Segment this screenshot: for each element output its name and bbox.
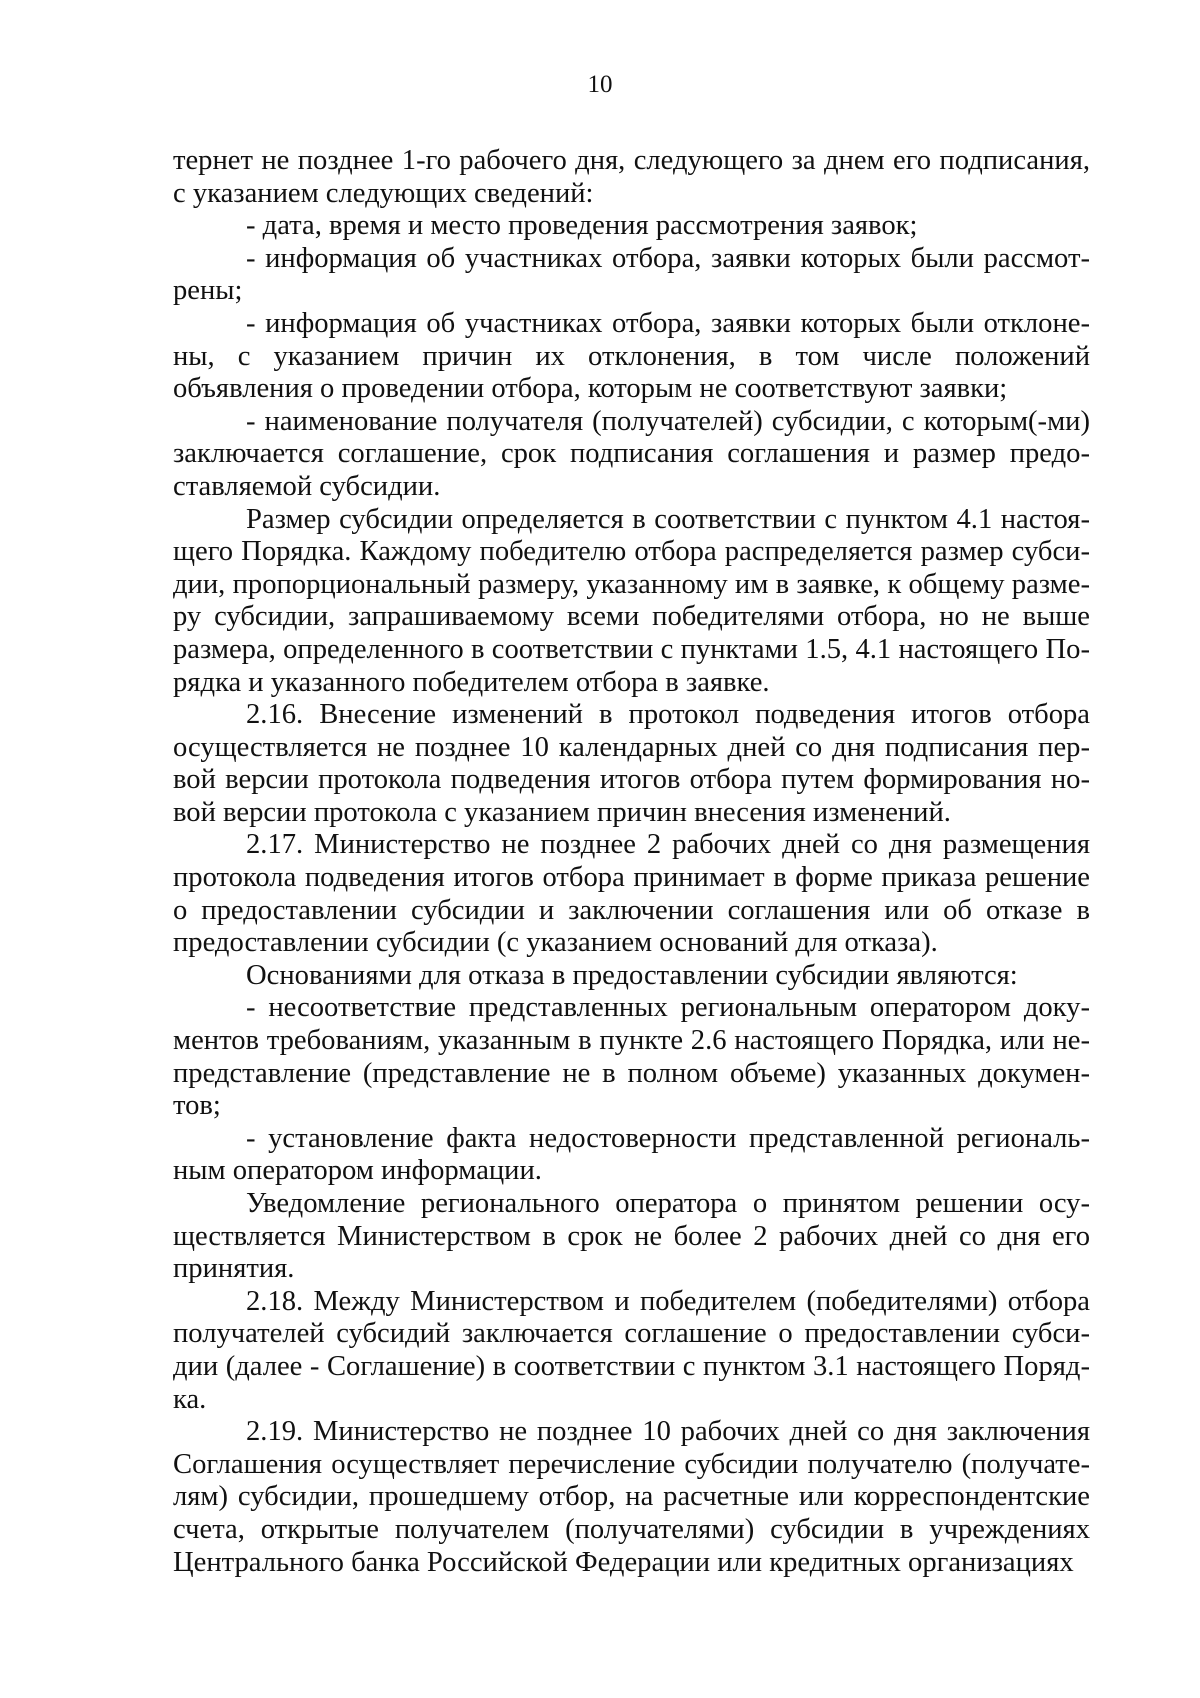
- list-item-inaccuracy: - установление факта недостоверности представленной региональным оператором информации.: [173, 1122, 1090, 1187]
- clause-2-18: 2.18. Между Министерством и победителем (победителями) отбора получателей субсидий заключается соглашение о предоставлении субсидии (далее - Соглашение) в соответствии с пунктом 3.1 настоящего Порядка.: [173, 1285, 1090, 1415]
- paragraph-refusal-grounds: Основаниями для отказа в предоставлении субсидии являются:: [246, 959, 1018, 991]
- list-item-date: - дата, время и место проведения рассмотрения заявок;: [246, 210, 918, 242]
- clause-2-17: 2.17. Министерство не позднее 2 рабочих дней со дня размещения протокола подведения итогов отбора принимает в форме приказа решение о предоставлении субсидии и заключении соглашения или об отказе в предоставлении субсидии (с указанием оснований для отказа).: [173, 829, 1090, 959]
- paragraph-notification: Уведомление регионального оператора о принятом решении осуществляется Министерством в срок не более 2 рабочих дней со дня его принятия.: [173, 1188, 1090, 1285]
- list-item-nonconformity: - несоответствие представленных региональным оператором документов требованиям, указанным в пункте 2.6 настоящего Порядка, или непредставление (представление не в полном объеме) указанных документов;: [173, 992, 1090, 1122]
- clause-2-16: 2.16. Внесение изменений в протокол подведения итогов отбора осуществляется не позднее 10 календарных дней со дня подписания первой версии протокола подведения итогов отбора путем формирования новой версии протокола с указанием причин внесения изменений.: [173, 699, 1090, 828]
- paragraph-subsidy-size: Размер субсидии определяется в соответствии с пунктом 4.1 настоящего Порядка. Каждому победителю отбора распределяется размер субсидии, пропорциональный размеру, указанному им в заявке, к общему размеру субсидии, запрашиваемому всеми победителями отбора, но не выше размера, определенного в соответствии с пунктами 1.5, 4.1 настоящего Порядка и указанного победителем отбора в заявке.: [173, 503, 1090, 698]
- document-body: [173, 145, 1090, 1579]
- paragraph-continuation: тернет не позднее 1-го рабочего дня, следующего за днем его подписания, с указанием следующих сведений:: [173, 145, 1090, 209]
- list-item-recipient: - наименование получателя (получателей) субсидии, с которым(-ми) заключается соглашение, срок подписания соглашения и размер предоставляемой субсидии.: [173, 405, 1090, 502]
- list-item-reviewed: - информация об участниках отбора, заявки которых были рассмотрены;: [173, 242, 1090, 307]
- clause-2-19: 2.19. Министерство не позднее 10 рабочих дней со дня заключения Соглашения осуществляет перечисление субсидии получателю (получателям) субсидии, прошедшему отбор, на расчетные или корреспондентские счета, открытые получателем (получателями) субсидии в учреждениях Центрального банка Российской Федерации или кредитных организациях: [173, 1416, 1090, 1578]
- page-number: 10: [587, 71, 613, 98]
- list-item-rejected: - информация об участниках отбора, заявки которых были отклонены, с указанием причин их отклонения, в том числе положений объявления о проведении отбора, которым не соответствуют заявки;: [173, 307, 1090, 405]
